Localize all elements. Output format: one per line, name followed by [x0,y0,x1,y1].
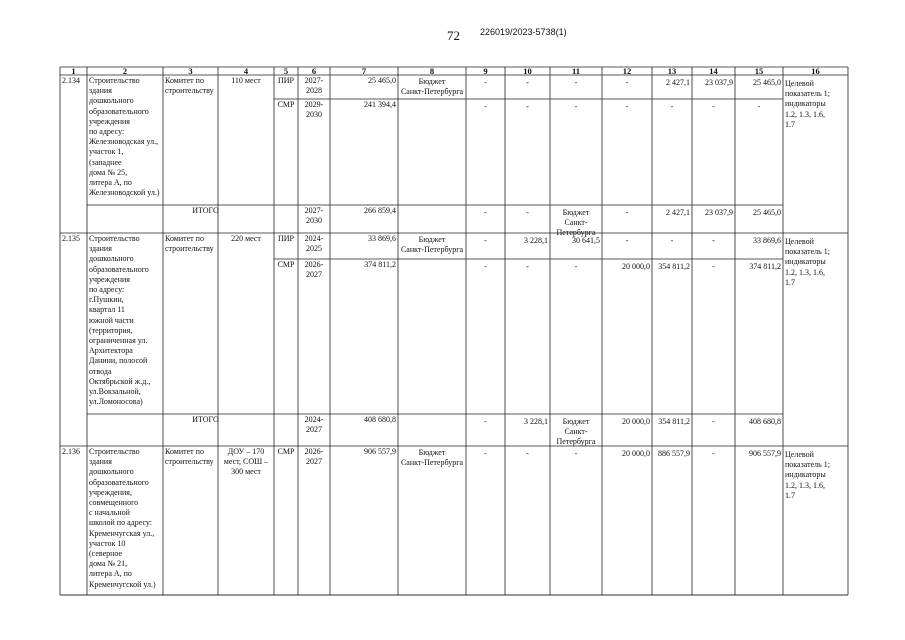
cost-cell: - [484,236,487,245]
column-header: 2 [122,66,128,76]
row-number: 2.135 [62,234,80,243]
stage-type: СМР [277,100,295,109]
cost-cell: 886 557,9 [658,449,690,458]
cost-cell: - [757,102,761,111]
column-header: 11 [571,66,581,76]
cost-cell: - [526,102,529,111]
column-header: 9 [483,66,488,76]
cost-cell: - [670,102,674,111]
stage-period: 2026- 2027 [304,260,324,280]
cost-cell: 374 811,2 [749,262,781,271]
cost-cell: 3 228,1 [524,236,548,245]
stage-type: СМР [277,260,295,269]
indicator: Целевой показатель 1; индикаторы 1.2, 1.3, 1.6, 1.7 [785,237,831,287]
funding-source: Бюджет Санкт-Петербурга [400,448,464,468]
cost-cell: 20 000,0 [622,262,650,271]
stage-period: 2027- 2028 [304,76,324,96]
itogo-cell: - [484,208,487,217]
itogo-cell: - [526,208,529,217]
cost-cell: - [712,236,715,245]
column-header: 15 [754,66,764,76]
cost-cell: - [526,449,529,458]
cost-cell: - [625,236,629,245]
object-description: Строительство здания дошкольного образовательного учреждения по адресу: г.Пушкин, квартал 11 южной части (территория, ограниченная ул. Архитектора Данини, полосой отвода Октябрьской ж.д., ул.Вокзальной, ул.Ломоносова) [89,234,151,407]
capacity: 110 мест [231,76,261,85]
column-header: 5 [283,66,289,76]
cost-cell: 30 641,5 [572,236,600,245]
stage-total: 374 811,2 [364,260,396,269]
itogo-cell: - [484,417,487,426]
itogo-period: 2027- 2030 [304,206,324,226]
cost-cell: 33 869,6 [753,236,781,245]
itogo-cell: 25 465,0 [753,208,781,217]
cost-cell: - [574,449,578,458]
customer: Комитет по строительству [165,447,214,467]
stage-total: 241 394,4 [364,100,396,109]
stage-total: 33 869,6 [368,234,396,243]
itogo-cell: - [625,208,629,217]
cost-cell: 906 557,9 [749,449,781,458]
itogo-label: ИТОГО [192,415,219,424]
column-header: 6 [311,66,317,76]
itogo-label: ИТОГО [192,206,219,215]
customer: Комитет по строительству [165,76,214,96]
column-header: 1 [71,66,76,76]
cost-cell: 2 427,1 [666,78,690,87]
indicator: Целевой показатель 1; индикаторы 1.2, 1.3, 1.6, 1.7 [785,79,831,129]
indicator: Целевой показатель 1; индикаторы 1.2, 1.3, 1.6, 1.7 [785,450,831,500]
row-number: 2.136 [62,447,80,456]
column-header: 13 [667,66,677,76]
stage-period: 2026- 2027 [304,447,324,467]
itogo-cell: - [712,417,715,426]
itogo-total: 408 680,8 [364,415,396,424]
cost-cell: - [574,78,578,87]
itogo-cell: 3 228,1 [524,417,548,426]
column-header: 3 [188,66,193,76]
column-header: 4 [243,66,249,76]
customer: Комитет по строительству [165,234,214,254]
itogo-cell: Бюджет Санкт- Петербурга [556,417,596,447]
itogo-cell: 2 427,1 [666,208,690,217]
funding-source: Бюджет Санкт-Петербурга [400,77,464,97]
cost-cell: - [712,449,715,458]
column-header: 10 [523,66,532,76]
object-description: Строительство здания дошкольного образовательного учреждения по адресу: Железноводская ул., участок 1, (западнее дома № 25, литера А, по Железноводской ул.) [89,76,160,198]
stage-type: ПИР [277,234,294,243]
column-header: 8 [429,66,435,76]
itogo-total: 266 859,4 [364,206,396,215]
funding-source: Бюджет Санкт-Петербурга [400,235,464,255]
itogo-cell: 354 811,2 [658,417,690,426]
cost-cell: 354 811,2 [658,262,690,271]
cost-cell: 25 465,0 [753,78,781,87]
capacity: ДОУ – 170 мест, СОШ – 300 мест [223,447,269,477]
page-number: 72 [447,28,460,43]
cost-cell: - [712,102,715,111]
stage-period: 2024- 2025 [304,234,324,254]
stage-total: 25 465,0 [368,76,396,85]
document-id: 226019/2023-5738(1) [480,27,567,37]
row-number: 2.134 [62,76,80,85]
cost-cell: - [526,262,529,271]
cost-cell: - [574,262,578,271]
stage-type: ПИР [277,76,294,85]
column-header: 14 [709,66,718,76]
capacity: 220 мест [231,234,261,243]
cost-cell: - [712,262,715,271]
object-description: Строительство здания дошкольного образовательного учреждения, совмещенного с начальной школой по адресу: Кременчугская ул., участок 10 (северное дома № 21, литера А, по Кременчугской ул.) [89,447,156,589]
itogo-cell: 23 037,9 [705,208,733,217]
cost-cell: - [484,449,487,458]
cost-cell: - [625,78,629,87]
cost-cell: - [526,78,529,87]
cost-cell: 20 000,0 [622,449,650,458]
cost-cell: - [574,102,578,111]
cost-cell: - [670,236,674,245]
itogo-cell: 408 680,8 [749,417,781,426]
cost-cell: - [625,102,629,111]
cost-cell: - [484,102,487,111]
itogo-cell: 20 000,0 [622,417,650,426]
column-header: 12 [622,66,632,76]
itogo-period: 2024- 2027 [304,415,324,435]
column-header: 16 [811,66,820,76]
column-header: 7 [361,66,367,76]
stage-total: 906 557,9 [364,447,396,456]
cost-cell: 23 037,9 [705,78,733,87]
cost-cell: - [484,262,487,271]
itogo-cell: Бюджет Санкт- Петербурга [556,208,596,238]
stage-type: СМР [277,447,295,456]
stage-period: 2029- 2030 [304,100,324,120]
cost-cell: - [484,78,487,87]
